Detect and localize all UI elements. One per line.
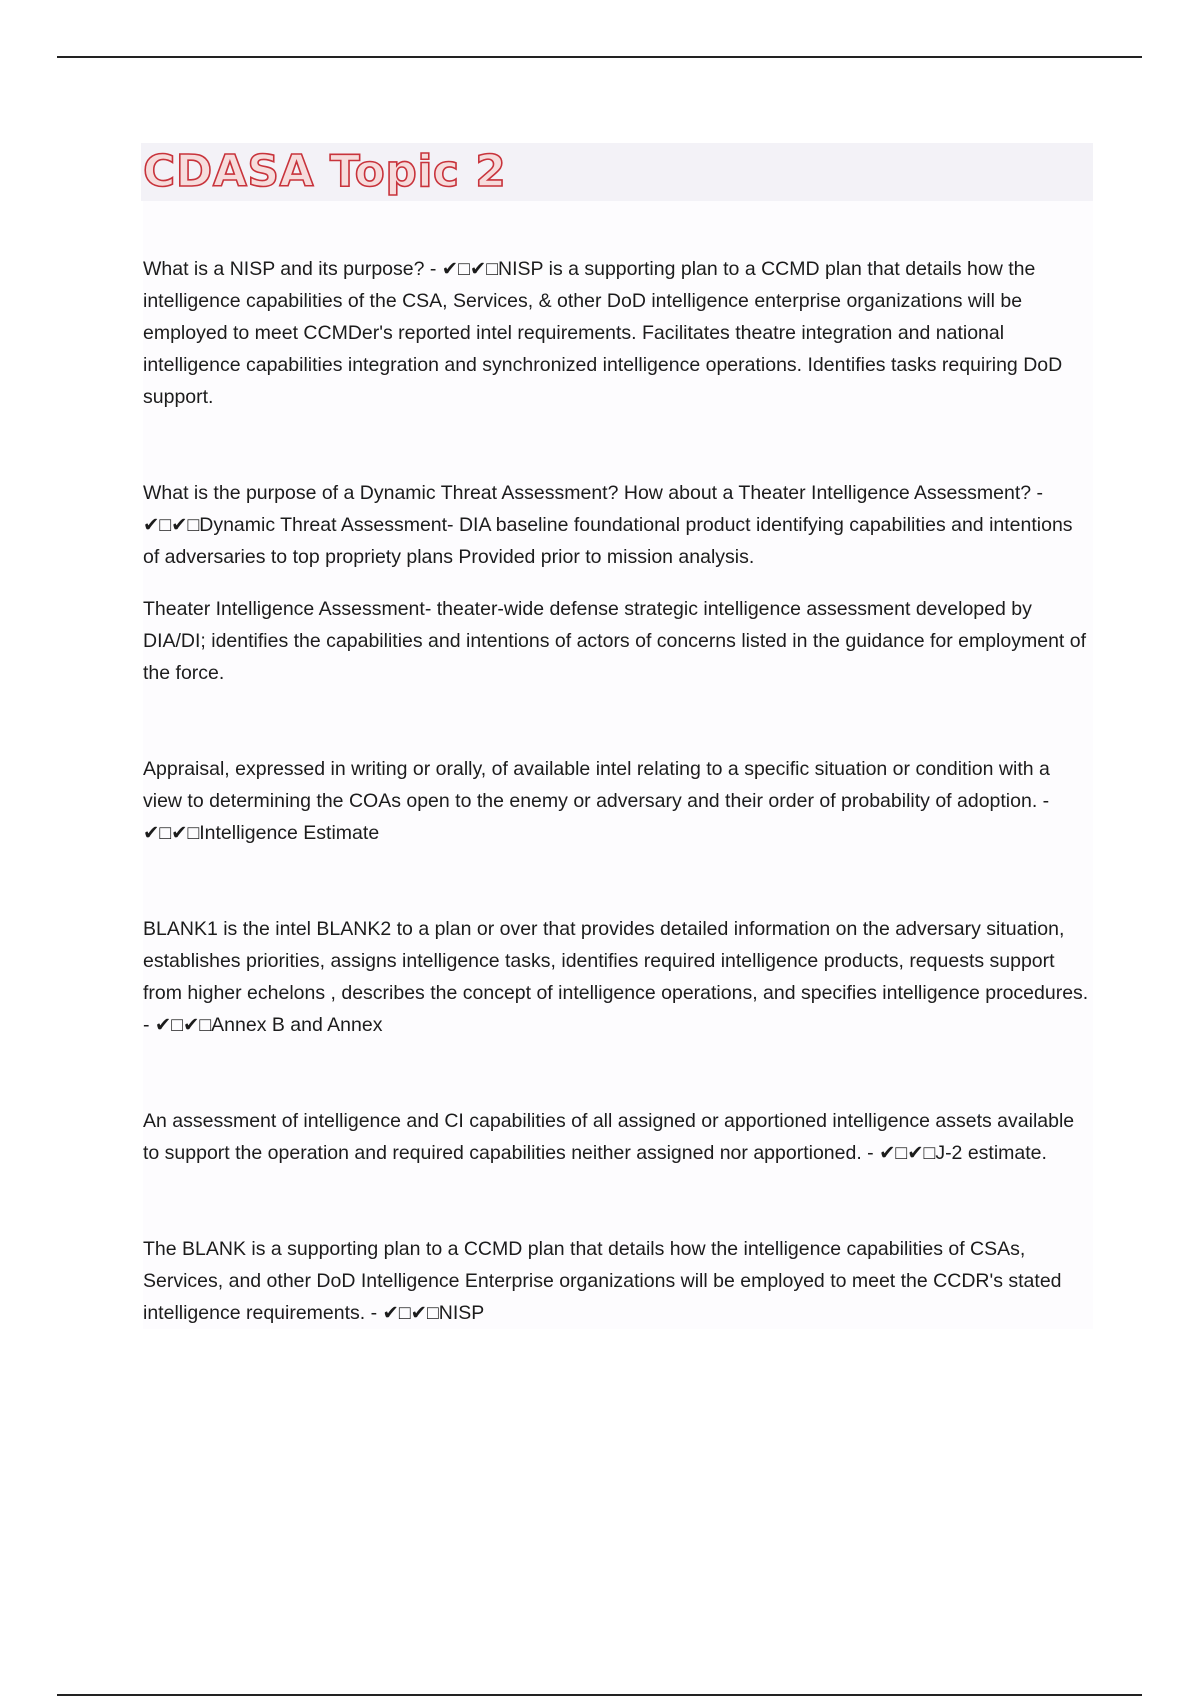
qa-entry-2 <box>143 477 1093 573</box>
answer-text: J-2 estimate. <box>935 1142 1047 1164</box>
question-text: What is the purpose of a Dynamic Threat Assessment? How about a Theater Intelligence Assessment? - <box>143 482 1043 504</box>
header-rule <box>57 56 1142 58</box>
qa-entry-4 <box>143 913 1093 1041</box>
checkmark-icon: ✔□✔□ <box>382 1302 439 1324</box>
qa-entry-3 <box>143 753 1093 849</box>
checkmark-icon: ✔□✔□ <box>143 822 200 844</box>
checkmark-icon: ✔□✔□ <box>154 1014 212 1036</box>
checkmark-icon: ✔□✔□ <box>879 1142 936 1164</box>
answer-text: Intelligence Estimate <box>199 822 380 844</box>
answer-text: NISP <box>438 1302 485 1324</box>
title-band <box>141 143 1093 201</box>
answer-text: Annex B and Annex <box>211 1014 383 1036</box>
answer-text: NISP is a supporting plan to a CCMD plan that details how the intelligence capabilities of the CSA, Services, & other DoD intelligence enterprise organizations will be employed to meet CCMDer's reported intel requirements. Facilitates theatre integration and national intelligence capabilities integration and synchronized intelligence operations. Identifies tasks requiring DoD support. <box>143 258 1063 408</box>
checkmark-icon: ✔□✔□ <box>441 258 499 280</box>
question-text: An assessment of intelligence and CI capabilities of all assigned or apportioned intelligence assets available to support the operation and required capabilities neither assigned nor apportioned. - <box>143 1110 1075 1164</box>
page-title: CDASA Topic 2 <box>143 146 507 197</box>
qa-entry-5 <box>143 1105 1093 1169</box>
checkmark-icon: ✔□✔□ <box>143 514 200 536</box>
question-text: BLANK1 is the intel BLANK2 to a plan or over that provides detailed information on the adversary situation, establishes priorities, assigns intelligence tasks, identifies required intelligence products, requests support from higher echelons , describes the concept of intelligence operations, and specifies intelligence procedures. - <box>143 918 1089 1036</box>
qa-entry-6 <box>143 1233 1093 1329</box>
question-text: The BLANK is a supporting plan to a CCMD plan that details how the intelligence capabilities of CSAs, Services, and other DoD Intelligence Enterprise organizations will be employed to meet the CCDR's stated intelligence requirements. - <box>143 1238 1062 1324</box>
document-body <box>143 143 1093 1329</box>
answer-text: Dynamic Threat Assessment- DIA baseline foundational product identifying capabilities and intentions of adversaries to top propriety plans Provided prior to mission analysis. <box>143 514 1073 568</box>
question-text: What is a NISP and its purpose? - <box>143 258 442 280</box>
qa-entry-1 <box>143 253 1093 413</box>
qa-entry-2-continued: Theater Intelligence Assessment- theater-wide defense strategic intelligence assessment developed by DIA/DI; identifies the capabilities and intentions of actors of concerns listed in the guidance for employment of the force. <box>143 598 1087 684</box>
footer-rule <box>57 1694 1142 1696</box>
question-text: Appraisal, expressed in writing or orally, of available intel relating to a specific situation or condition with a view to determining the COAs open to the enemy or adversary and their order of probability of adoption. - <box>143 758 1050 812</box>
